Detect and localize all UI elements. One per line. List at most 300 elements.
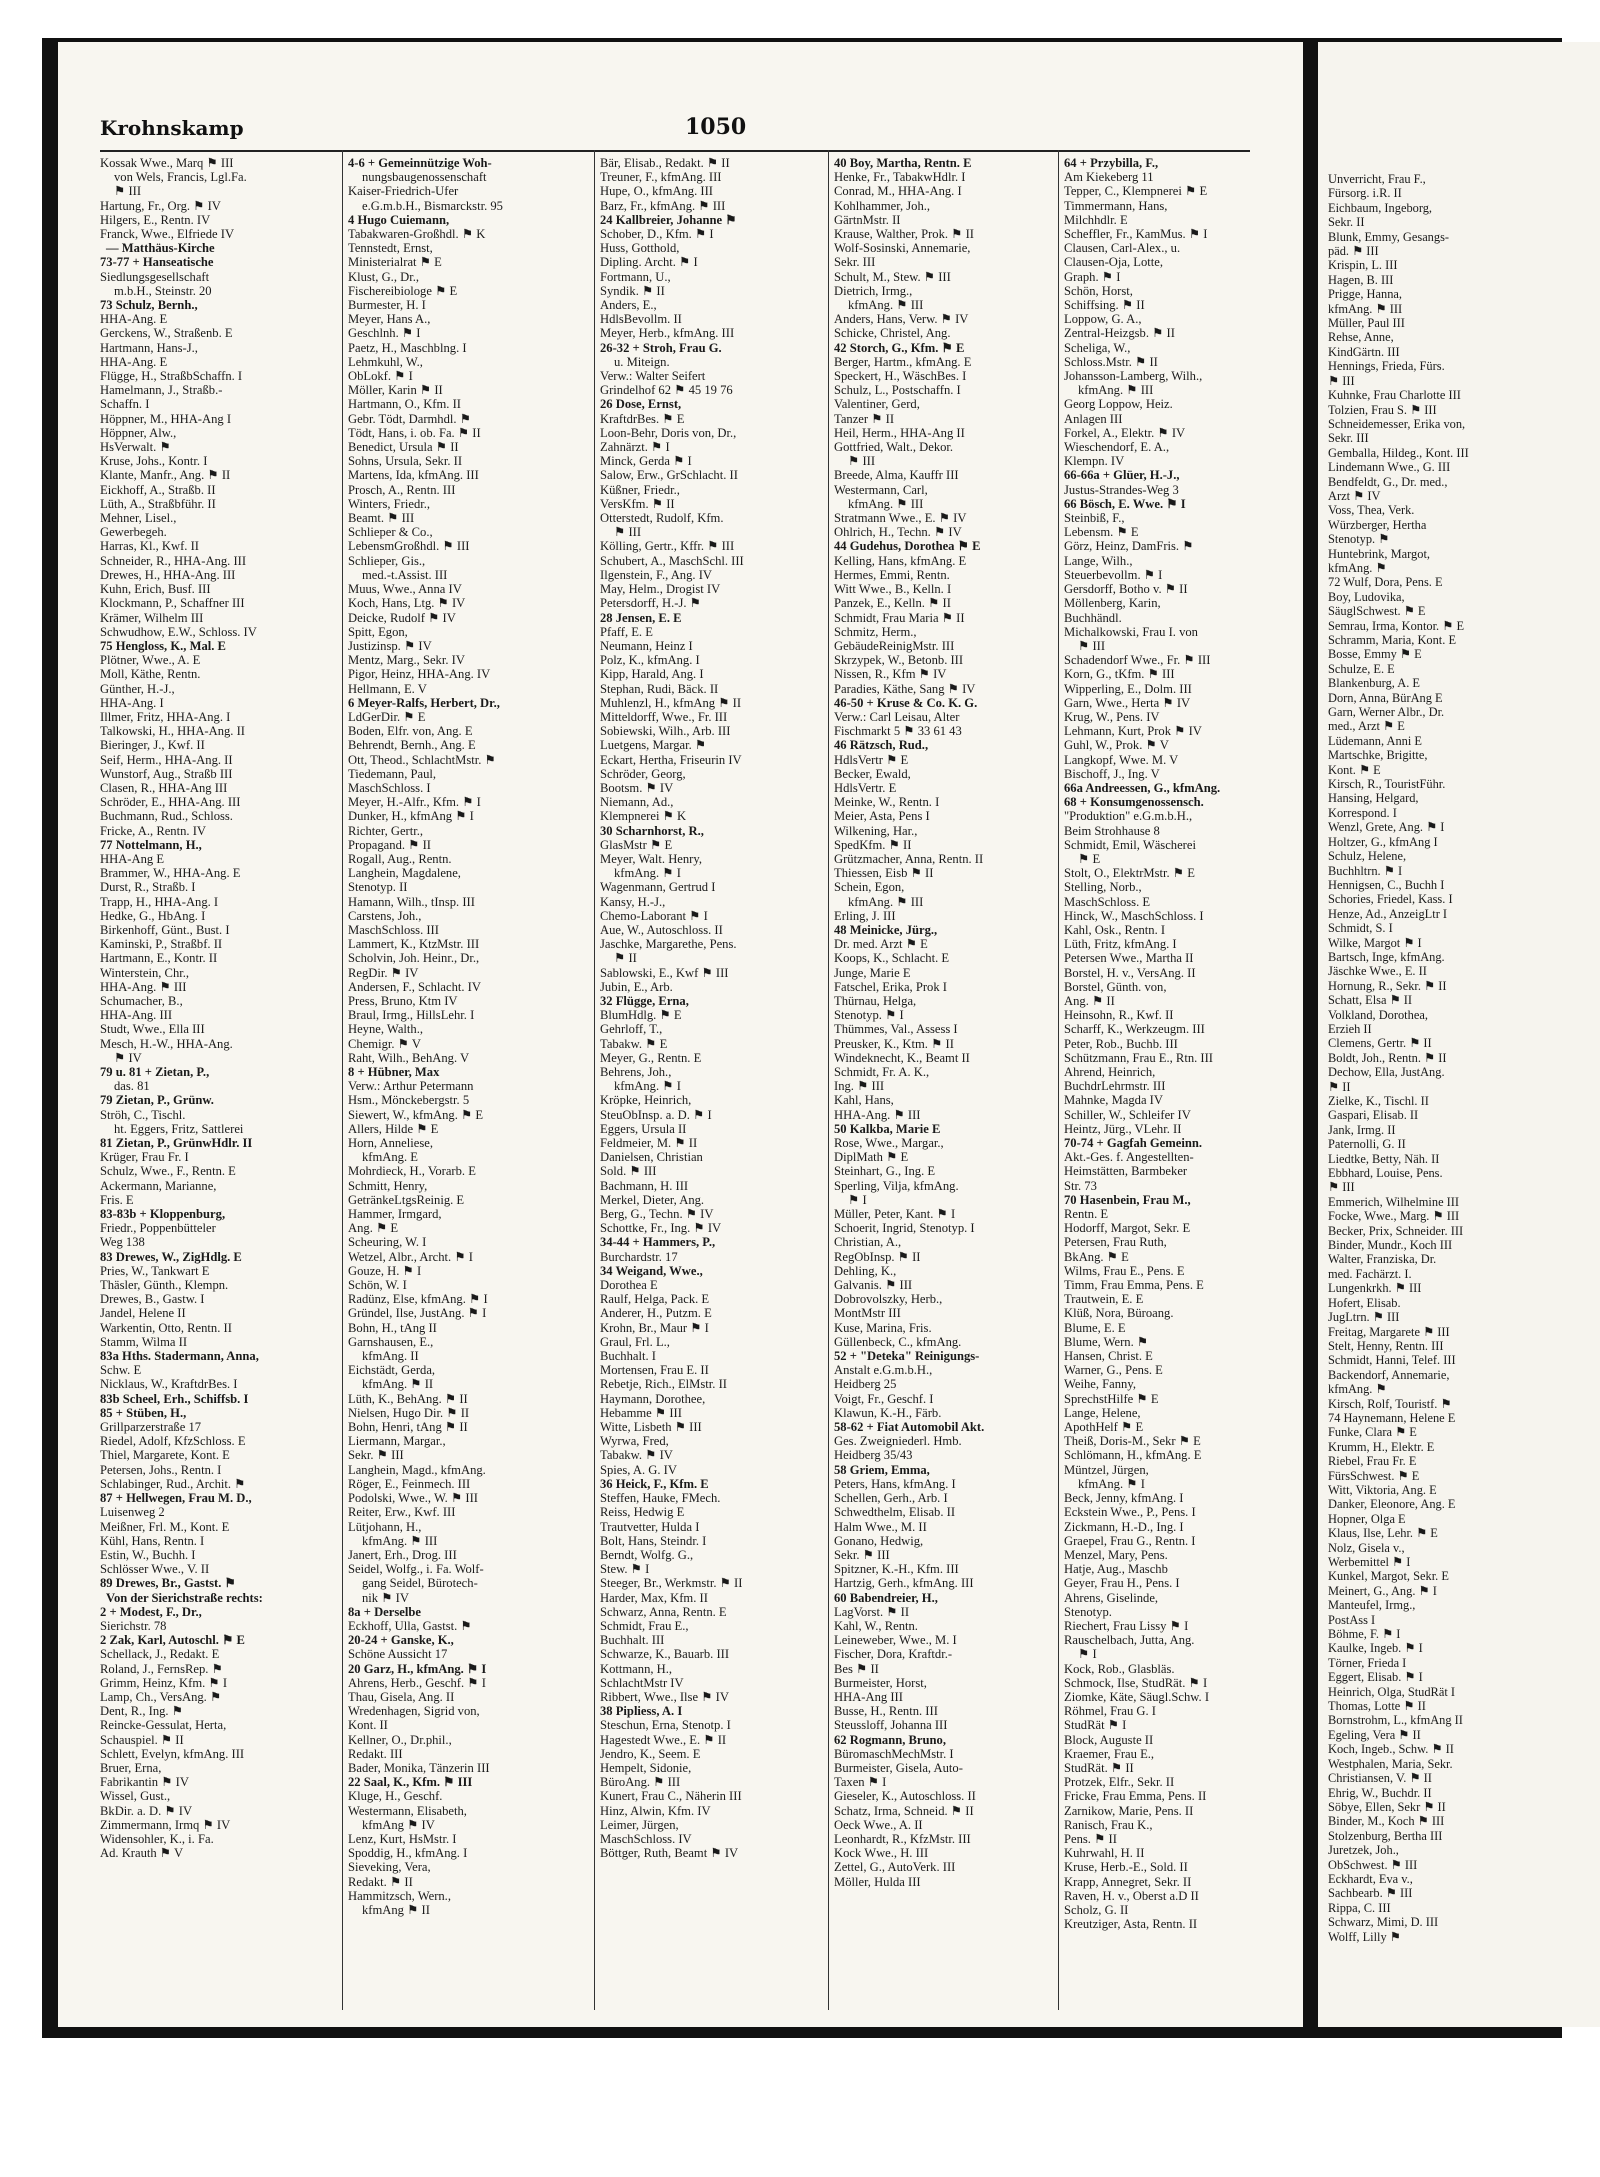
directory-entry: Hornung, R., Sekr. ⚑ II	[1328, 978, 1447, 993]
directory-entry: ⚑ III	[1078, 638, 1106, 653]
directory-entry: Schober, D., Kfm. ⚑ I	[600, 227, 714, 242]
directory-entry: Merkel, Dieter, Ang.	[600, 1192, 705, 1207]
directory-entry: ⚑ I	[848, 1192, 867, 1207]
directory-entry: Danker, Eleonore, Ang. E	[1328, 1497, 1456, 1512]
directory-entry: 22 Saal, K., Kfm. ⚑ III	[348, 1775, 473, 1790]
directory-entry: Ströh, C., Tischl.	[100, 1107, 186, 1122]
directory-entry: med. Fachärzt. I.	[1328, 1266, 1412, 1281]
directory-entry: Stephan, Rudi, Bäck. II	[600, 681, 719, 696]
directory-entry: Schulz, Wwe., F., Rentn. E	[100, 1164, 236, 1179]
directory-entry: Schulz, Helene,	[1328, 849, 1407, 864]
directory-entry: Dobrovolszky, Herb.,	[834, 1292, 943, 1307]
directory-entry: Behrens, Joh.,	[600, 1065, 672, 1079]
directory-entry: Lindemann Wwe., G. III	[1328, 460, 1451, 475]
directory-entry: Reiter, Erw., Kwf. III	[348, 1505, 456, 1520]
directory-entry: Sekr. III	[1328, 431, 1369, 446]
directory-entry: Dorn, Anna, BürAng E	[1328, 690, 1443, 705]
directory-entry: Paradies, Käthe, Sang ⚑ IV	[834, 681, 976, 696]
directory-entry: Liedtke, Betty, Näh. II	[1328, 1151, 1440, 1166]
directory-entry: Schön, Horst,	[1064, 283, 1133, 298]
directory-entry: StudRät. ⚑ II	[1064, 1760, 1134, 1775]
directory-entry: Dent, R., Ing. ⚑	[100, 1704, 183, 1719]
directory-entry: Dipling. Archt. ⚑ I	[600, 255, 698, 270]
directory-entry: Kuhn, Erich, Busf. III	[100, 582, 211, 597]
directory-entry: Schatz, Irma, Schneid. ⚑ II	[834, 1803, 974, 1818]
directory-entry: Verw.: Carl Leisau, Alter	[834, 709, 960, 724]
directory-entry: 8 + Hübner, Max	[348, 1065, 440, 1079]
directory-entry: Hebamme ⚑ III	[600, 1405, 682, 1420]
directory-entry: Hodorff, Margot, Sekr. E	[1064, 1221, 1191, 1236]
directory-entry: Peters, Hans, kfmAng. I	[834, 1476, 956, 1491]
directory-entry: 4 Hugo Cuiemann,	[348, 212, 450, 227]
directory-entry: Tiedemann, Paul,	[348, 766, 437, 781]
directory-entry: Müller, Paul III	[1328, 316, 1405, 331]
directory-entry: Berg, G., Techn. ⚑ IV	[600, 1207, 714, 1222]
directory-entry: Heinrich, Olga, StudRät I	[1328, 1684, 1455, 1699]
directory-entry: Lungenkrkh. ⚑ III	[1328, 1281, 1422, 1296]
directory-entry: Steussloff, Johanna III	[834, 1718, 948, 1733]
directory-entry: Liermann, Margar.,	[348, 1434, 446, 1449]
directory-entry: Güllenbeck, C., kfmAng.	[834, 1334, 962, 1349]
directory-entry: Sekr. II	[1328, 215, 1365, 230]
directory-entry: Sekr. ⚑ III	[348, 1448, 404, 1463]
directory-entry: Walter, Franziska, Dr.	[1328, 1252, 1437, 1267]
directory-entry: Loppow, G. A.,	[1064, 312, 1142, 327]
directory-entry: Geschlnh. ⚑ I	[348, 326, 421, 341]
directory-entry: Ad. Krauth ⚑ V	[100, 1846, 184, 1861]
directory-entry: Nielsen, Hugo Dir. ⚑ II	[348, 1405, 470, 1420]
directory-entry: Minck, Gerda ⚑ I	[600, 454, 692, 469]
directory-entry: Am Kiekeberg 11	[1064, 170, 1154, 185]
directory-entry: Petersdorff, H.-J. ⚑	[600, 596, 701, 611]
directory-entry: kfmAng. ⚑ I	[1078, 1476, 1145, 1491]
directory-entry: Lüth, K., BehAng. ⚑ II	[348, 1391, 468, 1406]
directory-entry: Prigge, Hanna,	[1328, 287, 1402, 302]
directory-entry: kfmAng ⚑ IV	[362, 1817, 435, 1832]
directory-entry: Hennings, Frieda, Fürs.	[1328, 359, 1445, 374]
directory-entry: Ang. ⚑ E	[348, 1221, 399, 1236]
directory-entry: Schw. E	[100, 1363, 142, 1378]
directory-entry: MaschSchloss. IV	[600, 1831, 692, 1846]
directory-entry: Schützmann, Frau E., Rtn. III	[1064, 1050, 1213, 1065]
directory-entry: Kohlhammer, Joh.,	[834, 198, 931, 213]
directory-entry: Lüdemann, Anni E	[1328, 733, 1422, 748]
directory-entry: Langhein, Magdalene,	[348, 866, 461, 881]
directory-entry: Blume, Wern. ⚑	[1064, 1334, 1149, 1349]
directory-entry: Steschun, Erna, Stenotp. I	[600, 1718, 731, 1733]
directory-entry: Bornstrohm, L., kfmAng II	[1328, 1713, 1463, 1728]
directory-entry: u. Miteign.	[614, 354, 670, 369]
directory-entry: Windeknecht, K., Beamt II	[834, 1050, 970, 1065]
directory-entry: Grillparzerstraße 17	[100, 1420, 202, 1435]
directory-entry: Semrau, Irma, Kontor. ⚑ E	[1328, 618, 1465, 633]
directory-entry: Burmeister, Gisela, Auto-	[834, 1760, 963, 1775]
directory-entry: Bruer, Erna,	[100, 1760, 162, 1775]
directory-entry: Koops, K., Schlacht. E	[834, 951, 950, 966]
directory-entry: Schröder, E., HHA-Ang. III	[100, 795, 241, 810]
directory-entry: Wolff, Lilly ⚑	[1328, 1929, 1401, 1944]
directory-entry: Gottfried, Walt., Dekor.	[834, 440, 954, 455]
directory-entry: Loon-Behr, Doris von, Dr.,	[600, 425, 737, 440]
directory-entry: Langhein, Magd., kfmAng.	[348, 1462, 486, 1477]
directory-entry: Syndik. ⚑ II	[600, 283, 665, 298]
directory-entry: Ribbert, Wwe., Ilse ⚑ IV	[600, 1689, 729, 1704]
directory-entry: Deicke, Rudolf ⚑ IV	[348, 610, 456, 625]
directory-entry: Schmidt, Frau E.,	[600, 1618, 689, 1633]
page-header	[100, 110, 1250, 152]
directory-entry: Borstel, Günth. von,	[1064, 979, 1167, 994]
directory-entry: Chemo-Laborant ⚑ I	[600, 908, 708, 923]
directory-entry: Bartsch, Inge, kfmAng.	[1328, 949, 1445, 964]
directory-entry: Schramm, Maria, Kont. E	[1328, 633, 1457, 647]
directory-entry: Klust, G., Dr.,	[348, 269, 420, 284]
directory-entry: Juretzek, Joh.,	[1328, 1843, 1399, 1858]
directory-entry: Erzieh II	[1328, 1021, 1372, 1036]
directory-entry: Schulze, E. E	[1328, 661, 1395, 676]
directory-entry: Pries, W., Tankwart E	[100, 1263, 210, 1278]
directory-entry: Hammitzsch, Wern.,	[348, 1888, 451, 1903]
directory-entry: Stenotyp. ⚑ I	[834, 1008, 904, 1023]
directory-entry: Hatje, Aug., Maschb	[1064, 1562, 1168, 1577]
directory-entry: Anders, Hans, Verw. ⚑ IV	[834, 312, 969, 327]
directory-entry: Gonano, Hedwig,	[834, 1533, 924, 1548]
directory-entry: Eckhoff, Ulla, Gastst. ⚑	[348, 1618, 472, 1633]
directory-entry: Nicklaus, W., KraftdrBes. I	[100, 1377, 238, 1392]
directory-entry: Valentiner, Gerd,	[834, 397, 920, 412]
directory-entry: Kuse, Marina, Fris.	[834, 1320, 932, 1335]
directory-entry: Haymann, Dorothee,	[600, 1391, 706, 1406]
directory-entry: Schlösser Wwe., V. II	[100, 1562, 210, 1577]
directory-entry: Hermes, Emmi, Rentn.	[834, 567, 950, 582]
directory-entry: Heyne, Walth.,	[348, 1022, 423, 1037]
directory-entry: Schön, W. I	[348, 1278, 407, 1293]
directory-entry: Meyer, Herb., kfmAng. III	[600, 326, 735, 341]
directory-entry: 89 Drewes, Br., Gastst. ⚑	[100, 1576, 236, 1591]
directory-entry: Klaus, Ilse, Lehr. ⚑ E	[1328, 1526, 1438, 1541]
directory-entry: Bolt, Hans, Steindr. I	[600, 1533, 707, 1548]
directory-entry: Fatschel, Erika, Prok I	[834, 979, 947, 994]
directory-entry: Geyer, Frau H., Pens. I	[1064, 1576, 1180, 1591]
directory-entry: Andersen, F., Schlacht. IV	[348, 979, 481, 994]
directory-entry: Dunker, H., kfmAng ⚑ I	[348, 809, 474, 824]
directory-entry: Schlett, Evelyn, kfmAng. III	[100, 1746, 245, 1761]
directory-entry: Georg Loppow, Heiz.	[1064, 397, 1173, 412]
directory-entry: Friedr., Poppenbütteler	[100, 1221, 216, 1236]
directory-entry: 20-24 + Ganske, K.,	[348, 1633, 454, 1648]
directory-entry: Gehrloff, T.,	[600, 1022, 663, 1037]
directory-entry: HHA-Ang III	[834, 1689, 903, 1704]
directory-entry: Schlömann, H., kfmAng. E	[1064, 1448, 1202, 1463]
directory-entry: Polz, K., kfmAng. I	[600, 653, 700, 668]
directory-entry: Krause, Walther, Prok. ⚑ II	[834, 227, 974, 242]
directory-entry: Eggers, Ursula II	[600, 1121, 687, 1136]
directory-entry: Henke, Fr., TabakwHdlr. I	[834, 170, 966, 185]
directory-entry: Becker, Prix, Schneider. III	[1328, 1223, 1464, 1238]
directory-entry: Stenotyp. II	[348, 880, 408, 895]
directory-entry: ApothHelf ⚑ E	[1064, 1420, 1144, 1435]
directory-entry: Petersen Wwe., Martha II	[1064, 951, 1194, 966]
directory-entry: Witte, Lisbeth ⚑ III	[600, 1420, 702, 1435]
directory-entry: Hinz, Alwin, Kfm. IV	[600, 1803, 711, 1818]
directory-entry: Berger, Hartm., kfmAng. E	[834, 354, 972, 369]
directory-entry: Schicke, Christel, Ang.	[834, 326, 951, 341]
directory-entry: Neumann, Heinz I	[600, 638, 693, 653]
directory-entry: Rose, Wwe., Margar.,	[834, 1136, 944, 1151]
directory-entry: Dorothea E	[600, 1278, 658, 1293]
directory-entry: Schmidt, Fr. A. K.,	[834, 1065, 930, 1079]
directory-entry: Wolf-Sosinski, Annemarie,	[834, 241, 971, 256]
directory-entry: ⚑ I	[1078, 1647, 1097, 1662]
directory-entry: Bootsm. ⚑ IV	[600, 780, 674, 795]
directory-entry: 52 + "Deteka" Reinigungs-	[834, 1349, 980, 1364]
directory-entry: 46-50 + Kruse & Co. K. G.	[834, 695, 978, 710]
directory-entry: 30 Scharnhorst, R.,	[600, 823, 704, 838]
directory-entry: VersKfm. ⚑ II	[600, 496, 675, 511]
directory-entry: Wagenmann, Gertrud I	[600, 880, 716, 895]
directory-entry: Halm Wwe., M. II	[834, 1519, 927, 1534]
directory-entry: Thürnau, Helga,	[834, 993, 917, 1008]
directory-column-2	[348, 156, 590, 2016]
directory-entry: Studt, Wwe., Ella III	[100, 1022, 205, 1037]
directory-entry: Huntebrink, Margot,	[1328, 546, 1430, 561]
directory-entry: Böhme, F. ⚑ I	[1328, 1627, 1401, 1642]
directory-entry: GetränkeLtgsReinig. E	[348, 1192, 465, 1207]
directory-entry: 44 Gudehus, Dorothea ⚑ E	[834, 539, 981, 554]
directory-entry: Berndt, Wolfg. G.,	[600, 1547, 694, 1562]
directory-entry: Ott, Theod., SchlachtMstr. ⚑	[348, 752, 496, 767]
directory-entry: Focke, Wwe., Marg. ⚑ III	[1328, 1209, 1460, 1224]
directory-entry: Protzek, Elfr., Sekr. II	[1064, 1775, 1175, 1790]
directory-entry: Seif, Herm., HHA-Ang. II	[100, 752, 233, 767]
directory-entry: Hilgers, E., Rentn. IV	[100, 212, 211, 227]
directory-entry: Tabakw. ⚑ E	[600, 1036, 668, 1051]
directory-entry: Flügge, H., StraßbSchaffn. I	[100, 369, 243, 384]
directory-entry: kfmAng. ⚑ III	[1078, 383, 1154, 398]
directory-entry: Forkel, A., Elektr. ⚑ IV	[1064, 425, 1186, 440]
directory-entry: Thau, Gisela, Ang. II	[348, 1689, 455, 1704]
directory-entry: Jubin, E., Arb.	[600, 979, 673, 994]
directory-entry: Pigor, Heinz, HHA-Ang. IV	[348, 667, 491, 682]
directory-entry: Langkopf, Wwe. M. V	[1064, 752, 1179, 767]
directory-entry: Meier, Asta, Pens I	[834, 809, 930, 824]
directory-entry: Talkowski, H., HHA-Ang. II	[100, 724, 245, 739]
directory-entry: Schmidt, Frau Maria ⚑ II	[834, 610, 965, 625]
directory-entry: Plötner, Wwe., A. E	[100, 653, 201, 668]
directory-entry: Kirsch, Rolf, Touristf. ⚑	[1328, 1396, 1452, 1411]
directory-entry: Fischmarkt 5 ⚑ 33 61 43	[834, 724, 962, 739]
directory-entry: Tolzien, Frau S. ⚑ III	[1328, 402, 1437, 417]
directory-entry: Bendfeldt, G., Dr. med.,	[1328, 474, 1448, 489]
directory-entry: päd. ⚑ III	[1328, 244, 1379, 259]
directory-entry: BlumHdlg. ⚑ E	[600, 1008, 682, 1023]
directory-entry: 2 Zak, Karl, Autoschl. ⚑ E	[100, 1633, 245, 1648]
directory-entry: Koch, Hans, Ltg. ⚑ IV	[348, 596, 466, 611]
directory-entry: Hartmann, O., Kfm. II	[348, 397, 461, 412]
directory-entry: Becker, Ewald,	[834, 766, 911, 781]
directory-entry: Wilke, Margot ⚑ I	[1328, 935, 1422, 950]
right-page-column	[1328, 172, 1598, 2027]
directory-entry: Kaminski, P., Straßbf. II	[100, 937, 223, 952]
directory-entry: SchlachtMstr IV	[600, 1675, 684, 1690]
directory-entry: Garn, Werner Albr., Dr.	[1328, 705, 1445, 720]
directory-entry: Luetgens, Margar. ⚑	[600, 738, 707, 753]
directory-entry: Scheliga, W.,	[1064, 340, 1131, 355]
directory-entry: Schwedthelm, Elisab. II	[834, 1505, 956, 1520]
directory-entry: Korn, G., tKfm. ⚑ III	[1064, 667, 1175, 682]
directory-entry: Niemann, Ad.,	[600, 795, 674, 810]
directory-entry: Schadendorf Wwe., Fr. ⚑ III	[1064, 653, 1211, 668]
directory-entry: Bes ⚑ II	[834, 1661, 879, 1676]
directory-entry: 66a Andreessen, G., kfmAng.	[1064, 780, 1221, 795]
directory-entry: Krug, W., Pens. IV	[1064, 709, 1160, 724]
directory-entry: Thiessen, Eisb ⚑ II	[834, 866, 934, 881]
directory-entry: Schaffn. I	[100, 397, 150, 412]
directory-entry: Volkland, Dorothea,	[1328, 1007, 1428, 1022]
directory-entry: Stelt, Henny, Rentn. III	[1328, 1338, 1444, 1353]
directory-entry: m.b.H., Steinstr. 20	[114, 283, 212, 298]
directory-entry: Lamp, Ch., VersAng. ⚑	[100, 1689, 222, 1704]
directory-entry: Kont. ⚑ E	[1328, 762, 1381, 777]
directory-entry: Ing. ⚑ III	[834, 1079, 885, 1094]
directory-entry: Kock Wwe., H. III	[834, 1846, 929, 1861]
directory-entry: Meyer, Hans A.,	[348, 312, 431, 327]
directory-entry: Weg 138	[100, 1235, 145, 1250]
directory-entry: kfmAng. ⚑ III	[848, 496, 924, 511]
directory-entry: Garn, Wwe., Herta ⚑ IV	[1064, 695, 1191, 710]
directory-entry: ⚑ III	[848, 454, 876, 469]
directory-entry: ⚑ IV	[114, 1050, 142, 1065]
directory-entry: Hammer, Irmgard,	[348, 1207, 442, 1222]
directory-entry: Schumacher, B.,	[100, 993, 183, 1008]
directory-entry: Verw.: Arthur Petermann	[348, 1079, 474, 1094]
directory-entry: Hartmann, Hans-J.,	[100, 340, 198, 355]
directory-entry: Kluge, H., Geschf.	[348, 1789, 443, 1804]
directory-entry: Lüth, A., Straßbführ. II	[100, 496, 216, 511]
directory-entry: Heidberg 25	[834, 1377, 897, 1392]
directory-entry: Hartmann, E., Kontr. II	[100, 951, 218, 966]
directory-entry: HdlsVertr ⚑ E	[834, 752, 909, 767]
directory-entry: Ehrig, W., Buchdr. II	[1328, 1785, 1432, 1800]
directory-entry: BüroAng. ⚑ III	[600, 1775, 681, 1790]
directory-entry: Schlieper, Gis.,	[348, 553, 426, 568]
directory-entry: Schories, Friedel, Kass. I	[1328, 892, 1453, 907]
directory-entry: Schlabinger, Rud., Archit. ⚑	[100, 1476, 246, 1491]
directory-entry: Lebensm. ⚑ E	[1064, 525, 1139, 540]
directory-entry: Bosse, Emmy ⚑ E	[1328, 647, 1422, 662]
directory-entry: SprechstHilfe ⚑ E	[1064, 1391, 1159, 1406]
directory-entry: Clausen, Carl-Alex., u.	[1064, 241, 1181, 256]
directory-entry: Westermann, Elisabeth,	[348, 1803, 467, 1818]
directory-entry: Kock, Rob., Glasbläs.	[1064, 1661, 1175, 1676]
directory-entry: nungsbaugenossenschaft	[362, 170, 487, 185]
directory-entry: Spitt, Egon,	[348, 624, 408, 639]
directory-entry: Garnshausen, E.,	[348, 1334, 434, 1349]
directory-entry: Boden, Elfr. von, Ang. E	[348, 724, 473, 739]
directory-entry: Krüger, Frau Fr. I	[100, 1150, 189, 1165]
directory-entry: Hedke, G., HbAng. I	[100, 908, 206, 923]
directory-entry: Paetz, H., Maschblng. I	[348, 340, 467, 355]
directory-entry: nik ⚑ IV	[362, 1590, 409, 1605]
directory-entry: Sablowski, E., Kwf ⚑ III	[600, 965, 729, 980]
directory-entry: Propagand. ⚑ II	[348, 837, 431, 852]
directory-entry: Hagen, B. III	[1328, 272, 1394, 287]
directory-entry: Böttger, Ruth, Beamt ⚑ IV	[600, 1846, 739, 1861]
directory-entry: Meißner, Frl. M., Kont. E	[100, 1519, 230, 1534]
directory-entry: Tanzer ⚑ II	[834, 411, 895, 426]
directory-entry: Siewert, W., kfmAng. ⚑ E	[348, 1107, 484, 1122]
directory-entry: Hartzig, Gerh., kfmAng. III	[834, 1576, 974, 1591]
directory-entry: Theiß, Doris-M., Sekr ⚑ E	[1064, 1434, 1201, 1449]
directory-entry: 38 Pipliess, A. I	[600, 1704, 683, 1719]
directory-entry: Gerckens, W., Straßenb. E	[100, 326, 233, 341]
directory-entry: Oeck Wwe., A. II	[834, 1817, 923, 1832]
directory-entry: Bohn, Henri, tAng ⚑ II	[348, 1420, 468, 1435]
directory-entry: Kahl, Hans,	[834, 1093, 894, 1108]
directory-entry: HsVerwalt. ⚑	[100, 440, 171, 455]
directory-entry: Ahrend, Heinrich,	[1064, 1065, 1156, 1079]
directory-entry: Raven, H. v., Oberst a.D II	[1064, 1888, 1199, 1903]
directory-entry: Allers, Hilde ⚑ E	[348, 1121, 439, 1136]
directory-entry: Kaulke, Ingeb. ⚑ I	[1328, 1641, 1423, 1656]
directory-entry: 34-44 + Hammers, P.,	[600, 1235, 716, 1250]
directory-entry: BkDir. a. D. ⚑ IV	[100, 1803, 193, 1818]
directory-entry: Mentz, Marg., Sekr. IV	[348, 653, 465, 668]
directory-entry: kfmAng. ⚑ I	[614, 866, 681, 881]
directory-entry: 42 Storch, G., Kfm. ⚑ E	[834, 340, 965, 355]
directory-entry: Muhlenzl, H., kfmAng ⚑ II	[600, 695, 742, 710]
directory-entry: Clasen, R., HHA-Ang III	[100, 780, 228, 795]
directory-entry: Hsm., Mönckebergstr. 5	[348, 1093, 470, 1108]
directory-entry: ⚑ E	[1078, 851, 1101, 866]
directory-entry: Eckhardt, Eva v.,	[1328, 1871, 1413, 1886]
directory-entry: Krohn, Br., Maur ⚑ I	[600, 1320, 709, 1335]
directory-entry: Lange, Wilh.,	[1064, 553, 1133, 568]
directory-entry: Wetzel, Albr., Archt. ⚑ I	[348, 1249, 473, 1264]
column-divider	[342, 150, 343, 2010]
directory-entry: Stelling, Norb.,	[1064, 880, 1142, 895]
directory-entry: Sekr. ⚑ III	[834, 1547, 890, 1562]
directory-entry: Anderer, H., Putzm. E	[600, 1306, 712, 1321]
directory-entry: Lange, Helene,	[1064, 1405, 1141, 1420]
directory-entry: Nolz, Gisela v.,	[1328, 1540, 1405, 1555]
directory-entry: 74 Haynemann, Helene E	[1328, 1410, 1456, 1425]
directory-entry: Guhl, W., Prok. ⚑ V	[1064, 738, 1169, 753]
directory-entry: kfmAng. ⚑ III	[1328, 301, 1403, 316]
directory-entry: Burmester, H. I	[348, 298, 426, 313]
directory-entry: Steinhart, G., Ing. E	[834, 1164, 936, 1179]
directory-entry: Stolzenburg, Bertha III	[1328, 1828, 1443, 1843]
directory-entry: Ahrens, Giselinde,	[1064, 1590, 1159, 1605]
directory-entry: kfmAng. ⚑	[1328, 1382, 1387, 1397]
directory-entry: Weihe, Fanny,	[1064, 1377, 1136, 1392]
directory-entry: Martschke, Brigitte,	[1328, 748, 1428, 763]
directory-entry: Kahl, W., Rentn.	[834, 1618, 918, 1633]
directory-entry: 20 Garz, H., kfmAng. ⚑ I	[348, 1661, 487, 1676]
directory-entry: LdGerDir. ⚑ E	[348, 709, 426, 724]
directory-entry: Radünz, Else, kfmAng. ⚑ I	[348, 1292, 488, 1307]
directory-entry: Heintz, Jürg., VLehr. II	[1064, 1121, 1182, 1136]
directory-entry: Zettel, G., AutoVerk. III	[834, 1860, 956, 1875]
directory-entry: Moll, Käthe, Rentn.	[100, 667, 201, 682]
directory-entry: Wilms, Frau E., Pens. E	[1064, 1263, 1185, 1278]
directory-column-3	[600, 156, 824, 2016]
directory-entry: 68 + Konsumgenossensch.	[1064, 795, 1204, 810]
directory-entry: Galvanis. ⚑ III	[834, 1278, 913, 1293]
directory-entry: Petersen, Frau Ruth,	[1064, 1235, 1167, 1250]
directory-entry: Funke, Clara ⚑ E	[1328, 1425, 1417, 1440]
directory-entry: Rebetje, Rich., ElMstr. II	[600, 1377, 727, 1392]
directory-entry: Hellmann, E. V	[348, 681, 427, 696]
